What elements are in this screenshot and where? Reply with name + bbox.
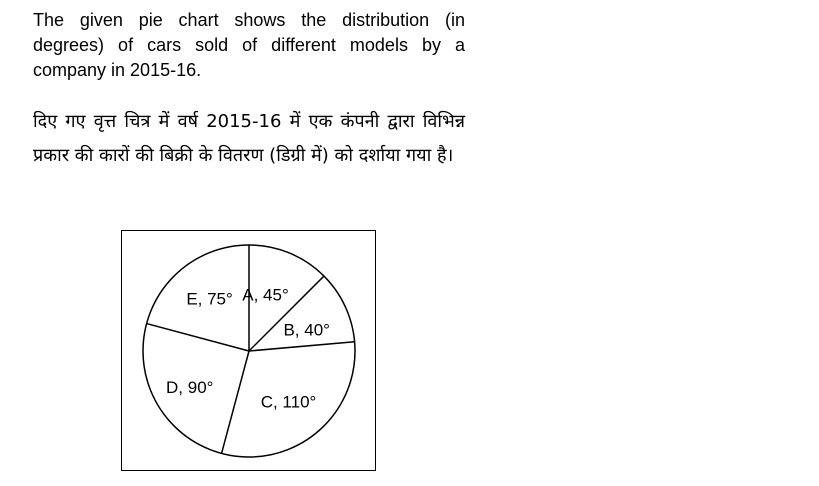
slice-label-e: E, 75°	[186, 289, 233, 309]
pie-chart-frame	[121, 230, 376, 471]
slice-label-a: A, 45°	[242, 285, 289, 305]
slice-label-d: D, 90°	[166, 378, 214, 398]
question-text-hindi: दिए गए वृत्त चित्र में वर्ष 2015-16 में एक कंपनी द्वारा विभिन्न प्रकार की कारों की बिक्री के वितरण (डिग्री में) को दर्शाया गया है।	[33, 111, 465, 166]
slice-label-b: B, 40°	[283, 320, 330, 340]
question-text-english: The given pie chart shows the distribution (in degrees) of cars sold of different models by a company in 2015-16.	[33, 10, 465, 80]
slice-label-c: C, 110°	[260, 392, 317, 412]
pie-chart	[122, 231, 375, 470]
